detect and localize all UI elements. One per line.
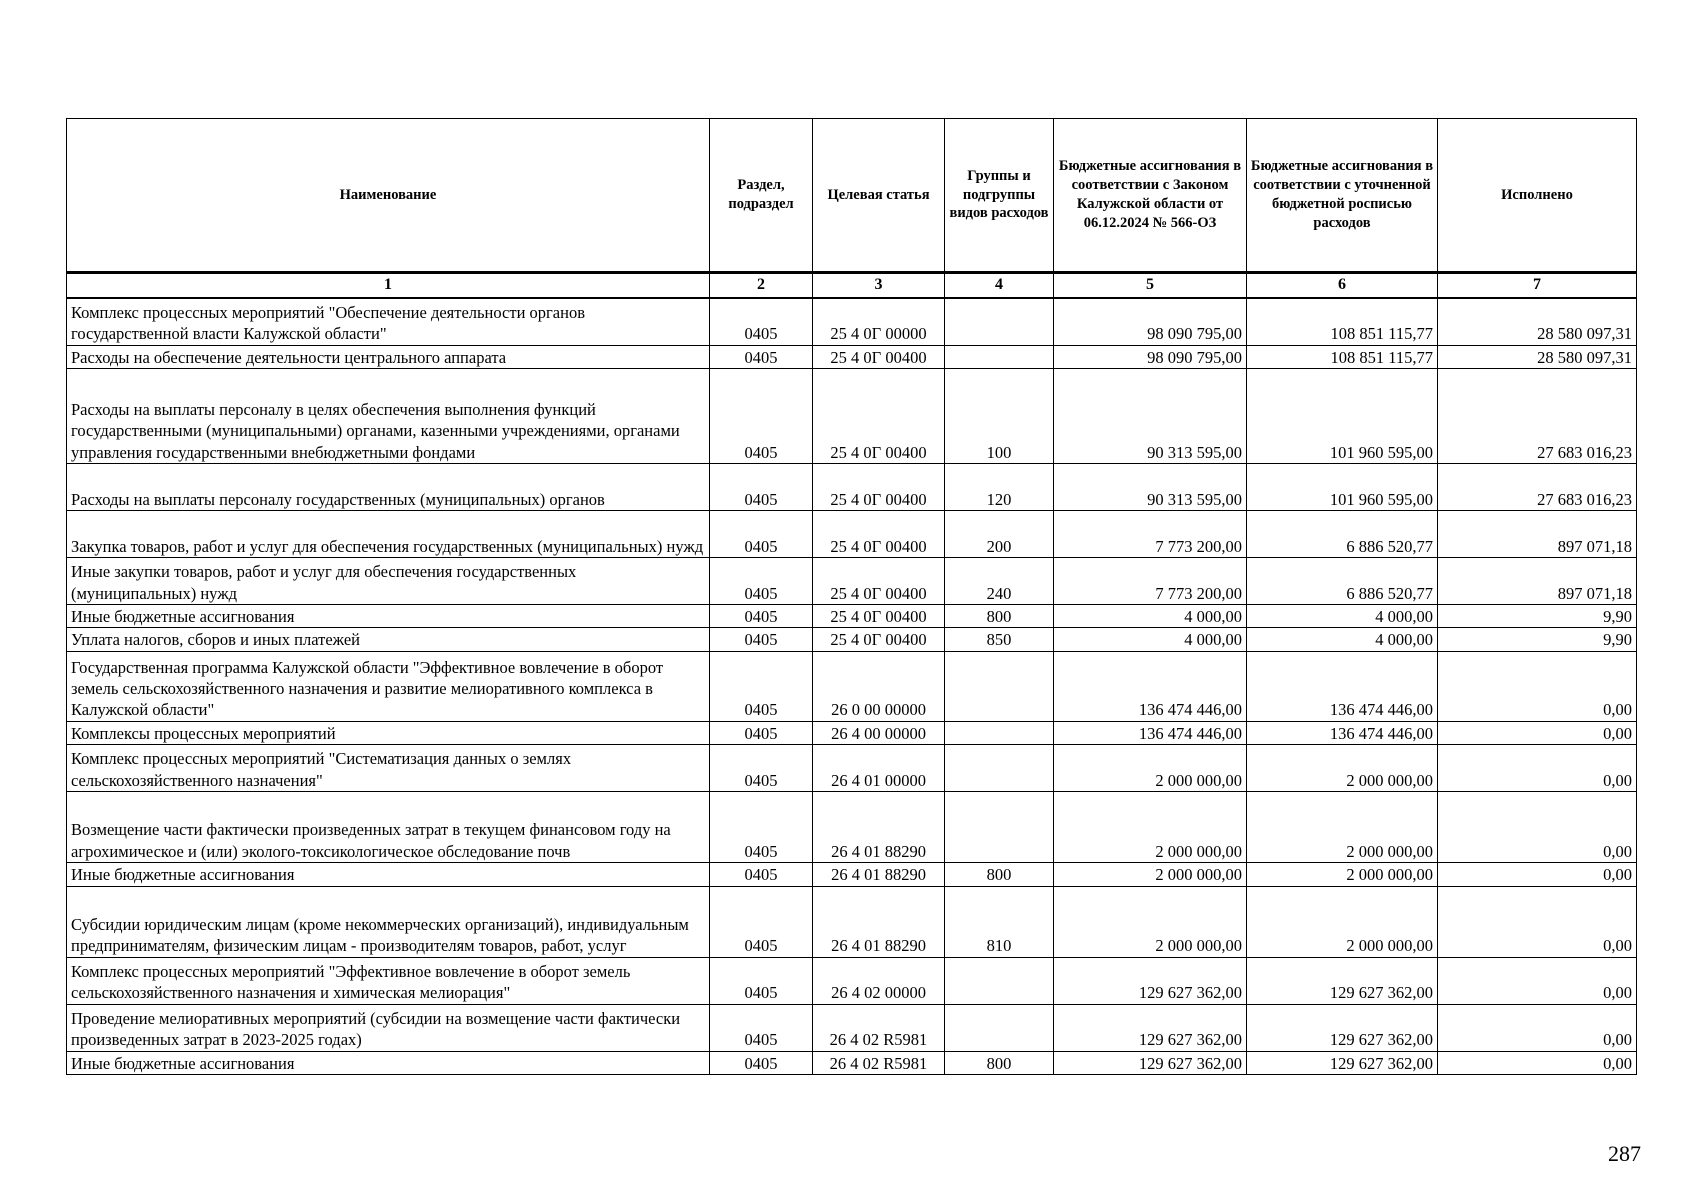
header-executed: Исполнено — [1438, 119, 1637, 273]
row-name: Иные бюджетные ассигнования — [67, 1051, 710, 1074]
row-expense-group — [945, 745, 1054, 792]
row-target-article: 25 4 0Г 00400 — [813, 557, 945, 604]
column-number: 1 — [67, 273, 710, 299]
row-refined-amount: 101 960 595,00 — [1247, 368, 1438, 463]
table-row — [67, 957, 1637, 1004]
row-executed-amount: 9,90 — [1438, 628, 1637, 651]
row-refined-amount: 4 000,00 — [1247, 604, 1438, 627]
row-expense-group: 120 — [945, 463, 1054, 510]
row-executed-amount: 897 071,18 — [1438, 557, 1637, 604]
row-target-article: 25 4 0Г 00400 — [813, 510, 945, 557]
row-section: 0405 — [710, 886, 813, 957]
row-refined-amount: 108 851 115,77 — [1247, 345, 1438, 368]
row-executed-amount: 0,00 — [1438, 863, 1637, 886]
row-section: 0405 — [710, 368, 813, 463]
row-section: 0405 — [710, 863, 813, 886]
table-row — [67, 345, 1637, 368]
row-name: Расходы на выплаты персоналу в целях обеспечения выполнения функций государственными (муниципальными) органами, казенными учреждениями, органами управления государственными внебюджетными фондами — [67, 368, 710, 463]
row-name: Расходы на обеспечение деятельности центрального аппарата — [67, 345, 710, 368]
column-number: 3 — [813, 273, 945, 299]
row-expense-group: 800 — [945, 1051, 1054, 1074]
row-target-article: 25 4 0Г 00400 — [813, 463, 945, 510]
row-target-article: 26 4 01 00000 — [813, 745, 945, 792]
row-target-article: 25 4 0Г 00400 — [813, 628, 945, 651]
row-expense-group — [945, 1004, 1054, 1051]
row-name: Иные бюджетные ассигнования — [67, 863, 710, 886]
row-target-article: 25 4 0Г 00400 — [813, 368, 945, 463]
row-executed-amount: 0,00 — [1438, 651, 1637, 721]
row-refined-amount: 136 474 446,00 — [1247, 651, 1438, 721]
table-row — [67, 886, 1637, 957]
row-expense-group — [945, 651, 1054, 721]
row-law-amount: 2 000 000,00 — [1054, 863, 1247, 886]
row-law-amount: 2 000 000,00 — [1054, 886, 1247, 957]
row-executed-amount: 9,90 — [1438, 604, 1637, 627]
row-section: 0405 — [710, 604, 813, 627]
row-section: 0405 — [710, 792, 813, 863]
table-row — [67, 368, 1637, 463]
row-refined-amount: 2 000 000,00 — [1247, 745, 1438, 792]
row-refined-amount: 136 474 446,00 — [1247, 721, 1438, 744]
row-law-amount: 4 000,00 — [1054, 604, 1247, 627]
row-expense-group: 800 — [945, 863, 1054, 886]
table-row — [67, 792, 1637, 863]
table-row — [67, 510, 1637, 557]
row-executed-amount: 0,00 — [1438, 721, 1637, 744]
row-name: Государственная программа Калужской области "Эффективное вовлечение в оборот земель сельскохозяйственного назначения и развитие мелиоративного комплекса в Калужской области" — [67, 651, 710, 721]
row-refined-amount: 6 886 520,77 — [1247, 510, 1438, 557]
row-refined-amount: 129 627 362,00 — [1247, 957, 1438, 1004]
row-name: Возмещение части фактически произведенных затрат в текущем финансовом году на агрохимическое и (или) эколого-токсикологическое обследование почв — [67, 792, 710, 863]
table-row — [67, 557, 1637, 604]
row-name: Субсидии юридическим лицам (кроме некоммерческих организаций), индивидуальным предпринимателям, физическим лицам - производителям товаров, работ, услуг — [67, 886, 710, 957]
row-expense-group — [945, 298, 1054, 345]
row-target-article: 26 4 02 00000 — [813, 957, 945, 1004]
row-law-amount: 98 090 795,00 — [1054, 298, 1247, 345]
row-target-article: 26 4 00 00000 — [813, 721, 945, 744]
row-refined-amount: 129 627 362,00 — [1247, 1051, 1438, 1074]
row-law-amount: 4 000,00 — [1054, 628, 1247, 651]
row-executed-amount: 28 580 097,31 — [1438, 345, 1637, 368]
row-name: Комплекс процессных мероприятий "Обеспечение деятельности органов государственной власти Калужской области" — [67, 298, 710, 345]
row-expense-group — [945, 721, 1054, 744]
row-section: 0405 — [710, 745, 813, 792]
header-refined: Бюджетные ассигнования в соответствии с уточненной бюджетной росписью расходов — [1247, 119, 1438, 273]
row-refined-amount: 129 627 362,00 — [1247, 1004, 1438, 1051]
row-law-amount: 98 090 795,00 — [1054, 345, 1247, 368]
table-row — [67, 863, 1637, 886]
row-target-article: 26 0 00 00000 — [813, 651, 945, 721]
row-expense-group: 240 — [945, 557, 1054, 604]
column-number: 7 — [1438, 273, 1637, 299]
row-law-amount: 90 313 595,00 — [1054, 368, 1247, 463]
row-name: Закупка товаров, работ и услуг для обеспечения государственных (муниципальных) нужд — [67, 510, 710, 557]
row-section: 0405 — [710, 463, 813, 510]
table-row — [67, 463, 1637, 510]
row-section: 0405 — [710, 651, 813, 721]
header-name: Наименование — [67, 119, 710, 273]
row-expense-group: 800 — [945, 604, 1054, 627]
row-refined-amount: 4 000,00 — [1247, 628, 1438, 651]
row-section: 0405 — [710, 557, 813, 604]
column-number: 6 — [1247, 273, 1438, 299]
row-executed-amount: 897 071,18 — [1438, 510, 1637, 557]
row-name: Комплекс процессных мероприятий "Систематизация данных о землях сельскохозяйственного назначения" — [67, 745, 710, 792]
table-row — [67, 298, 1637, 345]
row-section: 0405 — [710, 721, 813, 744]
row-law-amount: 2 000 000,00 — [1054, 792, 1247, 863]
table-row — [67, 1004, 1637, 1051]
row-executed-amount: 27 683 016,23 — [1438, 463, 1637, 510]
row-law-amount: 136 474 446,00 — [1054, 721, 1247, 744]
column-number: 5 — [1054, 273, 1247, 299]
row-executed-amount: 27 683 016,23 — [1438, 368, 1637, 463]
row-section: 0405 — [710, 1004, 813, 1051]
table-row — [67, 651, 1637, 721]
row-section: 0405 — [710, 298, 813, 345]
row-executed-amount: 0,00 — [1438, 745, 1637, 792]
row-name: Расходы на выплаты персоналу государственных (муниципальных) органов — [67, 463, 710, 510]
page-number: 287 — [1608, 1141, 1641, 1166]
row-section: 0405 — [710, 345, 813, 368]
row-name: Комплекс процессных мероприятий "Эффективное вовлечение в оборот земель сельскохозяйственного назначения и химическая мелиорация" — [67, 957, 710, 1004]
row-executed-amount: 28 580 097,31 — [1438, 298, 1637, 345]
row-name: Проведение мелиоративных мероприятий (субсидии на возмещение части фактически произведенных затрат в 2023-2025 годах) — [67, 1004, 710, 1051]
row-target-article: 25 4 0Г 00000 — [813, 298, 945, 345]
row-target-article: 26 4 01 88290 — [813, 792, 945, 863]
row-refined-amount: 108 851 115,77 — [1247, 298, 1438, 345]
column-number: 2 — [710, 273, 813, 299]
column-number-row — [67, 273, 1637, 299]
row-name: Комплексы процессных мероприятий — [67, 721, 710, 744]
row-expense-group — [945, 957, 1054, 1004]
table-body — [67, 298, 1637, 1075]
row-executed-amount: 0,00 — [1438, 886, 1637, 957]
row-refined-amount: 2 000 000,00 — [1247, 863, 1438, 886]
row-expense-group: 810 — [945, 886, 1054, 957]
header-law: Бюджетные ассигнования в соответствии с Законом Калужской области от 06.12.2024 № 566-ОЗ — [1054, 119, 1247, 273]
row-expense-group: 100 — [945, 368, 1054, 463]
row-expense-group — [945, 792, 1054, 863]
row-refined-amount: 2 000 000,00 — [1247, 792, 1438, 863]
row-executed-amount: 0,00 — [1438, 1051, 1637, 1074]
row-executed-amount: 0,00 — [1438, 957, 1637, 1004]
row-target-article: 26 4 02 R5981 — [813, 1051, 945, 1074]
table-row — [67, 604, 1637, 627]
row-law-amount: 136 474 446,00 — [1054, 651, 1247, 721]
row-name: Уплата налогов, сборов и иных платежей — [67, 628, 710, 651]
row-name: Иные закупки товаров, работ и услуг для обеспечения государственных (муниципальных) нужд — [67, 557, 710, 604]
table-row — [67, 628, 1637, 651]
row-law-amount: 129 627 362,00 — [1054, 1004, 1247, 1051]
row-target-article: 25 4 0Г 00400 — [813, 345, 945, 368]
row-expense-group: 200 — [945, 510, 1054, 557]
row-target-article: 26 4 01 88290 — [813, 863, 945, 886]
table-row — [67, 721, 1637, 744]
row-section: 0405 — [710, 957, 813, 1004]
row-refined-amount: 6 886 520,77 — [1247, 557, 1438, 604]
column-number: 4 — [945, 273, 1054, 299]
header-target: Целевая статья — [813, 119, 945, 273]
row-law-amount: 7 773 200,00 — [1054, 557, 1247, 604]
row-law-amount: 7 773 200,00 — [1054, 510, 1247, 557]
row-section: 0405 — [710, 510, 813, 557]
header-row — [67, 119, 1637, 273]
row-refined-amount: 2 000 000,00 — [1247, 886, 1438, 957]
row-target-article: 26 4 02 R5981 — [813, 1004, 945, 1051]
header-section: Раздел, подраздел — [710, 119, 813, 273]
row-refined-amount: 101 960 595,00 — [1247, 463, 1438, 510]
row-expense-group: 850 — [945, 628, 1054, 651]
table-row — [67, 1051, 1637, 1074]
row-section: 0405 — [710, 1051, 813, 1074]
row-law-amount: 129 627 362,00 — [1054, 1051, 1247, 1074]
row-target-article: 26 4 01 88290 — [813, 886, 945, 957]
row-executed-amount: 0,00 — [1438, 1004, 1637, 1051]
row-expense-group — [945, 345, 1054, 368]
row-target-article: 25 4 0Г 00400 — [813, 604, 945, 627]
row-law-amount: 129 627 362,00 — [1054, 957, 1247, 1004]
table-row — [67, 745, 1637, 792]
row-executed-amount: 0,00 — [1438, 792, 1637, 863]
row-law-amount: 2 000 000,00 — [1054, 745, 1247, 792]
row-section: 0405 — [710, 628, 813, 651]
budget-table — [66, 118, 1637, 1075]
row-name: Иные бюджетные ассигнования — [67, 604, 710, 627]
row-law-amount: 90 313 595,00 — [1054, 463, 1247, 510]
header-group: Группы и подгруппы видов расходов — [945, 119, 1054, 273]
